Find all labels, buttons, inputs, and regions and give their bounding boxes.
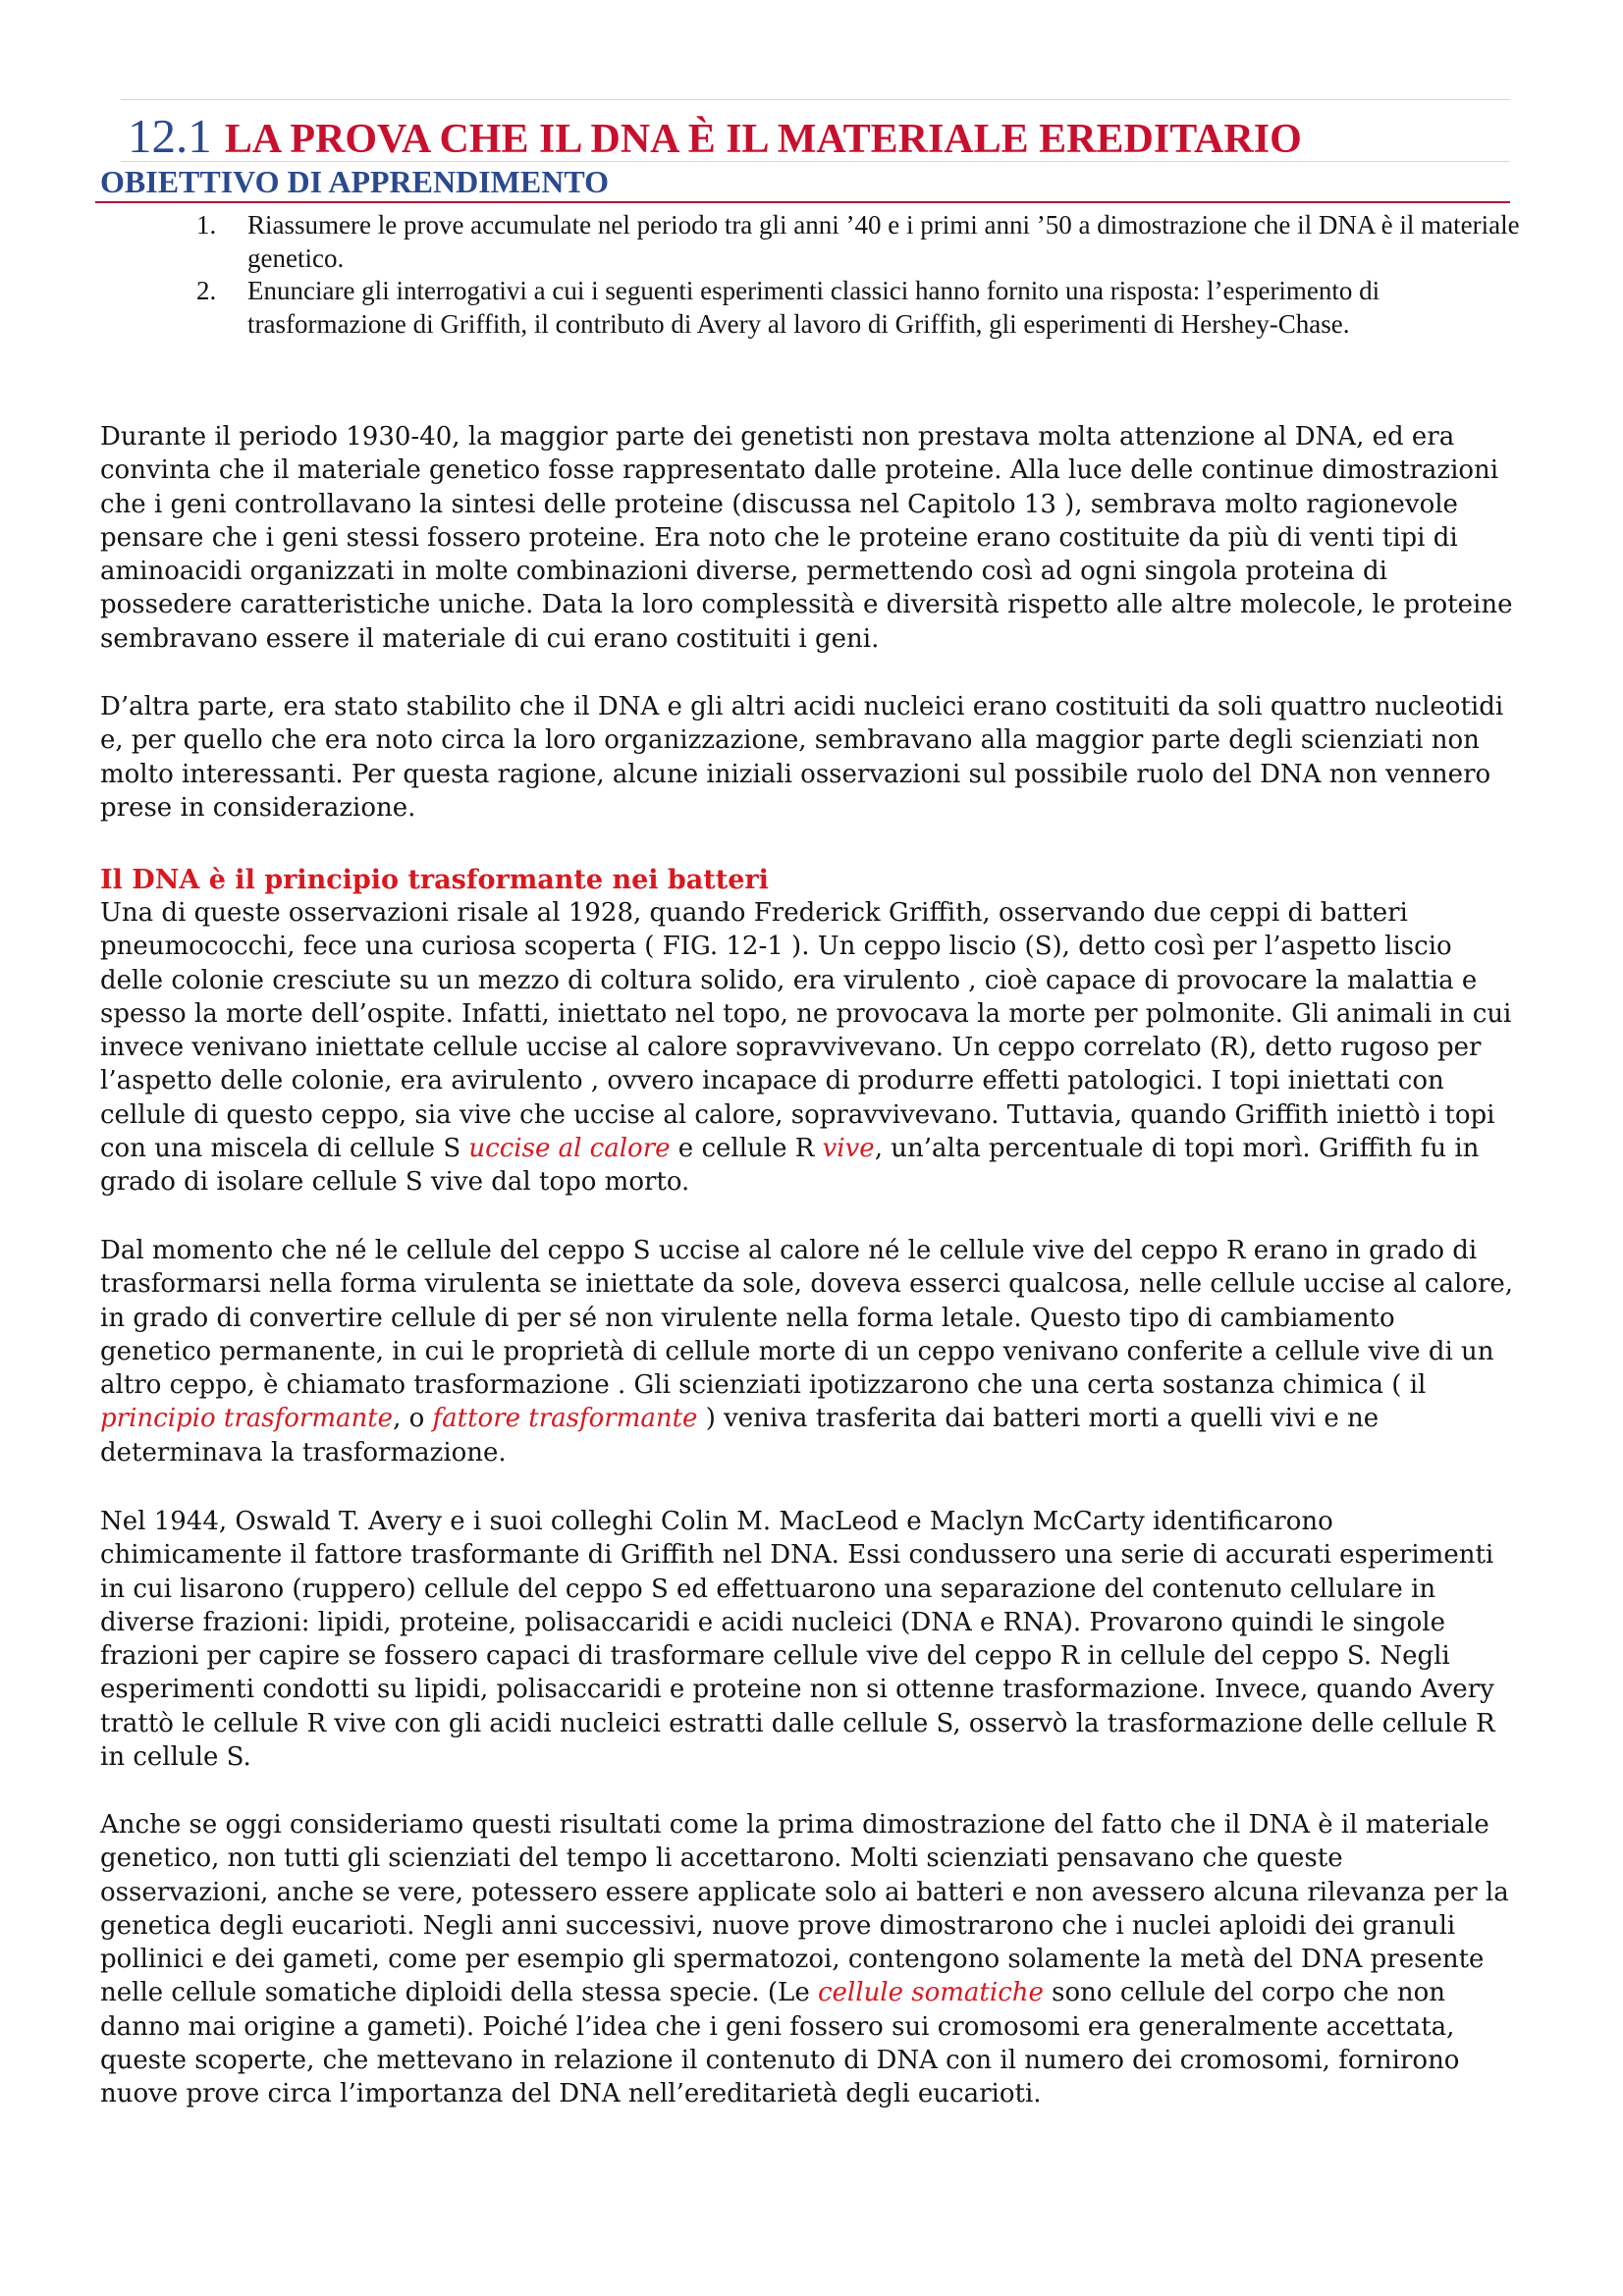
paragraph-1-text: Durante il periodo 1930-40, la maggior parte dei genetisti non prestava molta attenzione al DNA, ed era convinta che il materiale genetico fosse rappresentato dalle proteine. Alla luce delle continue dimostrazioni che i geni controllavano la sintesi delle proteine (discussa nel Capitolo 13 ), sembrava molto ragionevole pensare che i geni stessi fossero proteine. Era noto che le proteine erano costituite da più di venti tipi di aminoacidi organizzati in molte combinazioni diverse, permettendo così ad ogni singola proteina di possedere caratteristiche uniche. Data la loro complessità e diversità rispetto alle altre molecole, le proteine sembravano essere il materiale di cui erano costituiti i geni.: [100, 422, 1513, 654]
paragraph-6-text: [100, 1808, 1514, 2111]
paragraph-4-part-2: , o: [393, 1404, 433, 1434]
paragraph-2: [100, 690, 1514, 825]
objectives-list: [196, 209, 1522, 341]
section-heading: LA PROVA CHE IL DNA È IL MATERIALE EREDITARIO: [224, 117, 1302, 162]
paragraph-4-text: [100, 1234, 1514, 1469]
paragraph-5: [100, 1505, 1514, 1774]
section-number: 12.1: [128, 109, 212, 163]
objective-text: Enunciare gli interrogativi a cui i seguenti esperimenti classici hanno fornito una risposta: l’esperimento di trasformazione di Griffith, il contributo di Avery al lavoro di Griffith, gli esperimenti di Hershey-Chase.: [247, 276, 1380, 339]
title-divider: [121, 161, 1510, 162]
paragraph-3-part-1: Una di queste osservazioni risale al 1928, quando Frederick Griffith, osservando due ceppi di batteri pneumococchi, fece una curiosa scoperta ( FIG. 12-1 ). Un ceppo liscio (S), detto così per l’aspetto liscio delle colonie cresciute su un mezzo di coltura solido, era virulento , cioè capace di provocare la malattia e spesso la morte dell’ospite. Infatti, iniettato nel topo, ne provocava la morte per polmonite. Gli animali in cui invece venivano iniettate cellule uccise al calore sopravvivevano. Un ceppo correlato (R), detto rugoso per l’aspetto delle colonie, era avirulento , ovvero incapace di produrre effetti patologici. I topi iniettati con cellule di questo ceppo, sia vive che uccise al calore, sopravvivevano. Tuttavia, quando Griffith iniettò i topi con una miscela di cellule S: [100, 898, 1512, 1164]
paragraph-5-text: Nel 1944, Oswald T. Avery e i suoi colleghi Colin M. MacLeod e Maclyn McCarty identificarono chimicamente il fattore trasformante di Griffith nel DNA. Essi condussero una serie di accurati esperimenti in cui lisarono (ruppero) cellule del ceppo S ed effettuarono una separazione del contenuto cellulare in diverse frazioni: lipidi, proteine, polisaccaridi e acidi nucleici (DNA e RNA). Provarono quindi le singole frazioni per capire se fossero capaci di trasformare cellule vive del ceppo R in cellule del ceppo S. Negli esperimenti condotti su lipidi, polisaccaridi e proteine non si ottenne trasformazione. Invece, quando Avery trattò le cellule R vive con gli acidi nucleici estratti dalle cellule S, osservò la trasformazione delle cellule R in cellule S.: [100, 1507, 1495, 1773]
paragraph-4-part-1: Dal momento che né le cellule del ceppo S uccise al calore né le cellule vive del ceppo R erano in grado di trasformarsi nella forma virulenta se iniettate da sole, doveva esserci qualcosa, nelle cellule uccise al calore, in grado di convertire cellule di per sé non virulente nella forma letale. Questo tipo di cambiamento genetico permanente, in cui le proprietà di cellule morte di un ceppo venivano conferite a cellule vive di un altro ceppo, è chiamato trasformazione . Gli scienziati ipotizzarono che una certa sostanza chimica ( il: [100, 1236, 1514, 1401]
objective-number: 1.: [196, 210, 217, 240]
paragraph-1: [100, 420, 1514, 656]
objective-item: [196, 209, 1522, 275]
objectives-heading: OBIETTIVO DI APPRENDIMENTO: [100, 164, 609, 199]
paragraph-3: [100, 896, 1514, 1200]
emphasis-heat-killed: uccise al calore: [468, 1134, 671, 1164]
emphasis-live: vive: [822, 1134, 875, 1164]
paragraph-3-part-2: e cellule R: [670, 1134, 823, 1164]
objective-number: 2.: [196, 276, 217, 305]
paragraph-2-text: D’altra parte, era stato stabilito che il DNA e gli altri acidi nucleici erano costituiti da soli quattro nucleotidi e, per quello che era noto circa la loro organizzazione, sembravano alla maggior parte degli scienziati non molto interessanti. Per questa ragione, alcune iniziali osservazioni sul possibile ruolo del DNA non vennero prese in considerazione.: [100, 692, 1504, 823]
subheading-transforming-principle: Il DNA è il principio trasformante nei batteri: [100, 865, 769, 895]
objective-text: Riassumere le prove accumulate nel periodo tra gli anni ’40 e i primi anni ’50 a dimostrazione che il DNA è il materiale genetico.: [247, 210, 1520, 273]
paragraph-6: [100, 1808, 1514, 2111]
paragraph-4-part-3: ) veniva trasferita dai batteri morti a quelli vivi e ne determinava la trasformazione.: [100, 1404, 1380, 1468]
objective-item: [196, 275, 1522, 341]
top-divider: [121, 99, 1510, 100]
paragraph-3-text: [100, 896, 1514, 1200]
paragraph-6-part-1: Anche se oggi consideriamo questi risultati come la prima dimostrazione del fatto che il DNA è il materiale genetico, non tutti gli scienziati del tempo li accettarono. Molti scienziati pensavano che queste osservazioni, anche se vere, potessero essere applicate solo ai batteri e non avessero alcuna rilevanza per la genetica degli eucarioti. Negli anni successivi, nuove prove dimostrarono che i nuclei aploidi dei granuli pollinici e dei gameti, come per esempio gli spermatozoi, contengono solamente la metà del DNA presente nelle cellule somatiche diploidi della stessa specie. (Le: [100, 1810, 1509, 2008]
emphasis-transforming-factor: fattore trasformante: [432, 1404, 698, 1434]
emphasis-transforming-principle: principio trasformante: [100, 1404, 394, 1434]
paragraph-6-part-2: sono cellule del corpo che non danno mai origine a gameti). Poiché l’idea che i geni fossero sui cromosomi era generalmente accettata, queste scoperte, che mettevano in relazione il contenuto di DNA con il numero dei cromosomi, fornirono nuove prove circa l’importanza del DNA nell’ereditarietà degli eucarioti.: [100, 1978, 1460, 2109]
objectives-divider: [95, 201, 1510, 203]
paragraph-4: [100, 1234, 1514, 1469]
paragraph-3-part-3: , un’alta percentuale di topi morì. Griffith fu in grado di isolare cellule S vive dal topo morto.: [100, 1134, 1480, 1198]
emphasis-somatic-cells: cellule somatiche: [817, 1978, 1044, 2008]
